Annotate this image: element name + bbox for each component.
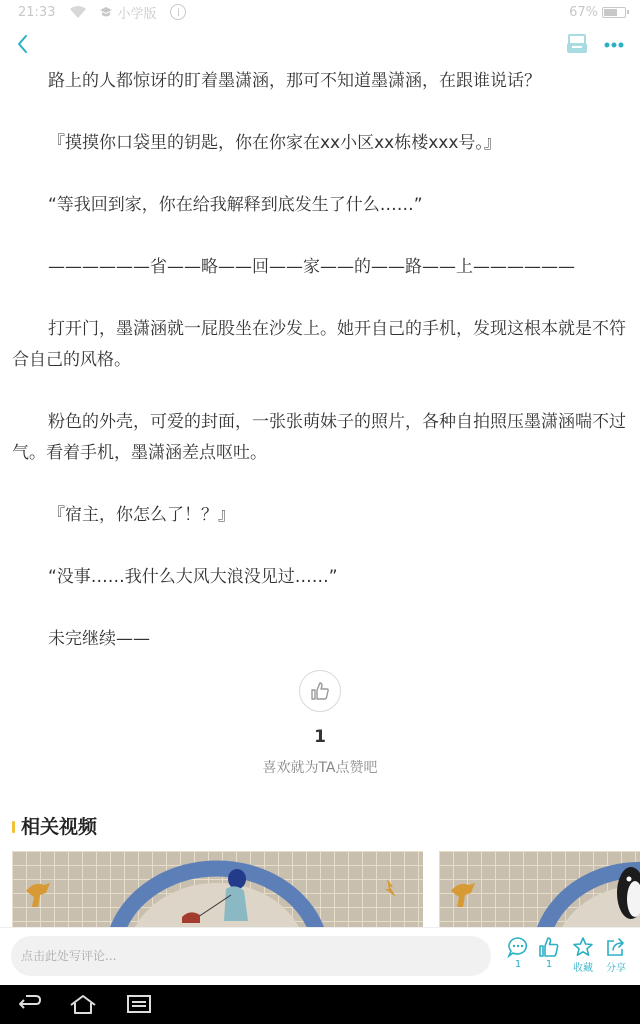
battery-level [604,9,617,16]
star-icon [572,936,594,958]
info-icon: i [170,4,186,20]
more-options-icon[interactable] [600,30,628,58]
like-hint: 喜欢就为TA点赞吧 [262,760,378,776]
share-label: 分享 [606,963,626,974]
video-thumbnail[interactable] [12,851,423,927]
graduation-cap-icon [99,6,113,18]
article-paragraph: 『摸摸你口袋里的钥匙，你在你家在xx小区xx栋楼xxx号。』 [48,133,501,153]
like-button[interactable] [299,670,341,712]
battery-percent: 67% [569,4,598,20]
wifi-icon [69,5,87,19]
recent-apps-icon[interactable] [124,993,154,1015]
article-paragraph: 未完继续—— [48,629,150,649]
section-heading: 相关视频 [12,814,97,840]
article-paragraph: 打开门，墨潇涵就一屁股坐在沙发上。她开自己的手机，发现这根本就是不符合自己的风格。 [12,319,626,370]
article-paragraph: “没事……我什么大风大浪没见过……” [48,567,338,587]
home-icon[interactable] [68,993,98,1015]
article-paragraph: “等我回到家，你在给我解释到底发生了什么……” [48,195,423,215]
article-paragraph: 粉色的外壳，可爱的封面，一张张萌妹子的照片，各种自拍照压墨潇涵喘不过气。看着手机，墨潇涵差点呕吐。 [12,412,626,463]
status-time: 21:33 [18,4,56,20]
comments-count: 1 [514,959,522,970]
status-bar [0,0,640,24]
article-body [12,66,630,655]
system-nav-bar [0,985,640,1024]
video-cover-illustration [439,851,640,927]
article-paragraph: 路上的人都惊讶的盯着墨潇涵，那可不知道墨潇涵，在跟谁说话？ [48,71,541,91]
video-cover-illustration [12,851,423,927]
share-icon [605,936,627,958]
favorite-label: 收藏 [573,963,593,974]
like-action-button[interactable] [533,936,565,970]
favorite-button[interactable] [567,936,599,974]
comments-button[interactable] [502,936,534,970]
thumbs-up-icon [538,936,560,958]
article-paragraph: 『宿主，你怎么了！？』 [48,505,235,525]
article-paragraph: ——————省——略——回——家——的——路——上—————— [48,257,575,277]
like-count: 1 [314,727,326,747]
comment-bar [0,927,640,986]
top-nav-bar [0,24,640,64]
comment-input[interactable] [11,936,491,976]
book-icon[interactable] [563,30,591,58]
back-icon[interactable] [14,993,44,1015]
likes-count: 1 [545,959,553,970]
status-app-name: 小学版 [117,6,157,22]
comment-bubble-icon [507,936,529,958]
battery-icon [602,7,626,18]
share-button[interactable] [600,936,632,974]
video-thumbnail[interactable] [439,851,640,927]
back-arrow-icon[interactable] [12,30,36,58]
thumbs-up-icon [309,680,331,702]
